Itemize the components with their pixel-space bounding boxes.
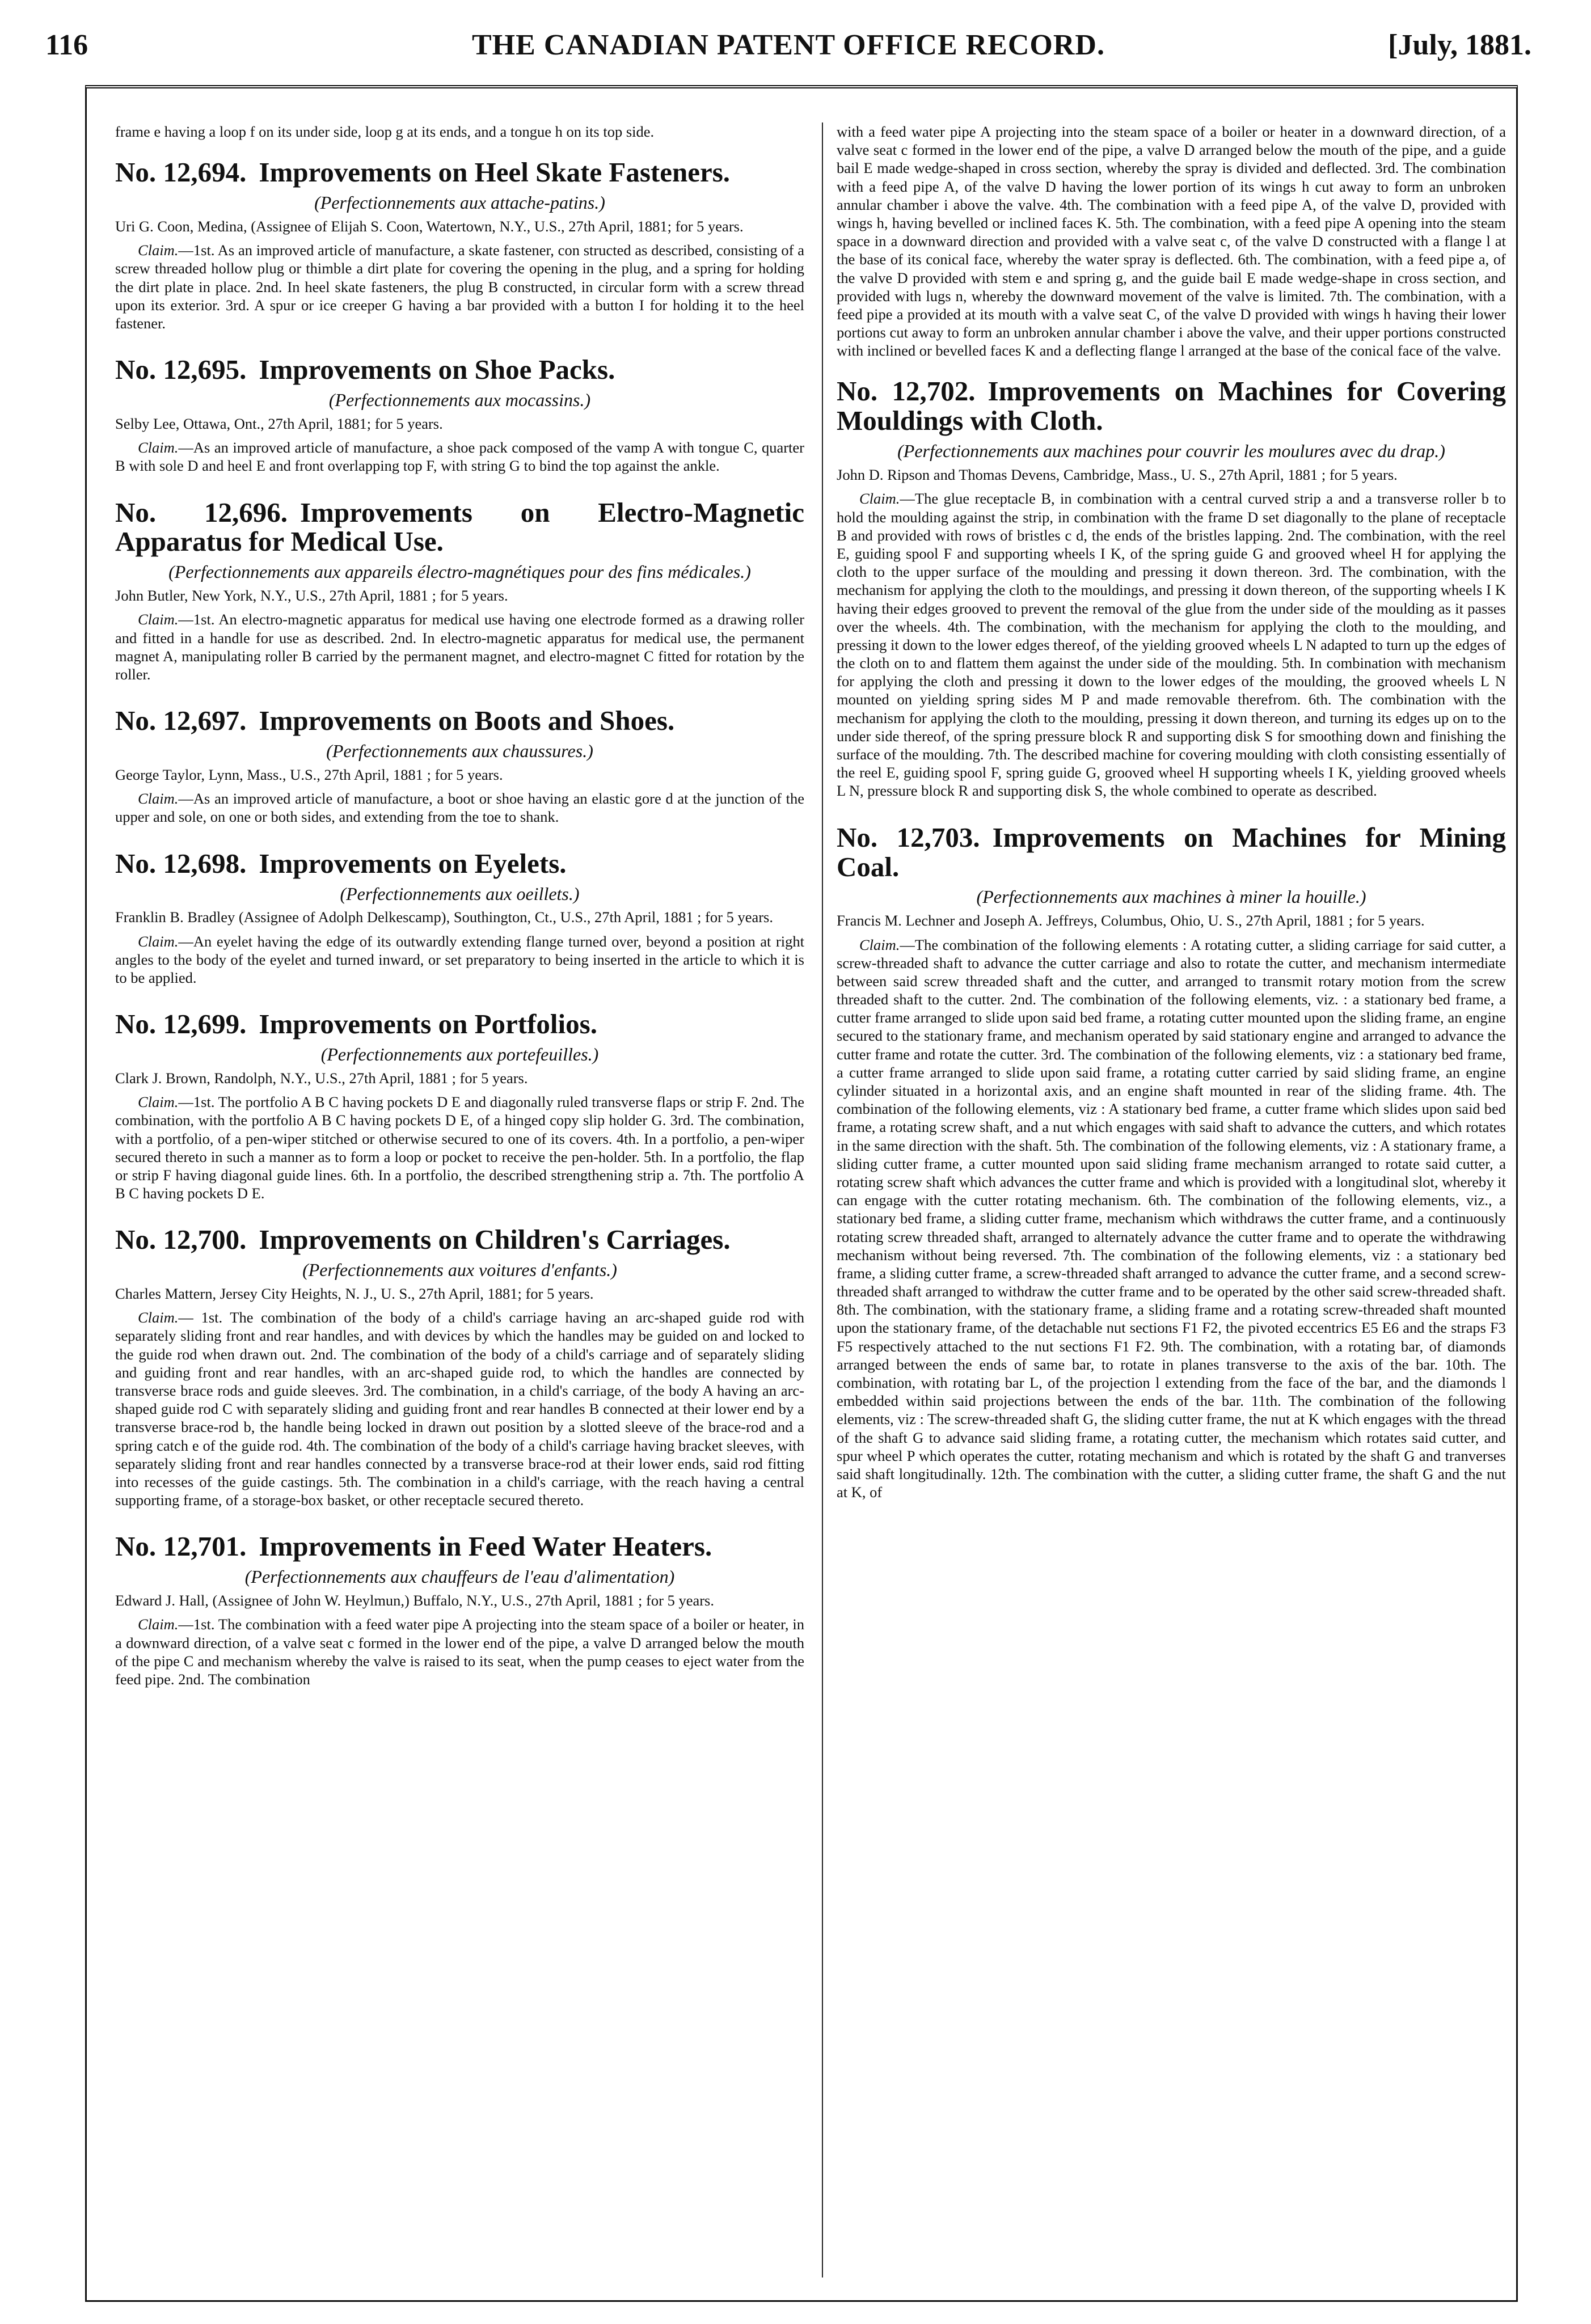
french-title: (Perfectionnements aux portefeuilles.) [320, 1044, 599, 1065]
patent-title: Improvements on Electro-Magnetic Apparatus for Medical Use. [115, 496, 804, 557]
patent-title: Improvements on Portfolios. [259, 1008, 597, 1040]
left-column [115, 122, 804, 2277]
inventor-line: Edward J. Hall, (Assignee of John W. Heylmun,) Buffalo, N.Y., U.S., 27th April, 1881 ; for 5 years. [115, 1592, 714, 1609]
inventor-line: John Butler, New York, N.Y., U.S., 27th April, 1881 ; for 5 years. [115, 587, 508, 605]
patent-entry [837, 377, 1506, 800]
inventor-line: Selby Lee, Ottawa, Ont., 27th April, 1881; for 5 years. [115, 415, 443, 432]
patent-number: No. 12,697. [115, 705, 247, 737]
french-title: (Perfectionnements aux oeillets.) [340, 883, 580, 904]
patent-entry [115, 1009, 804, 1202]
patent-title: Improvements on Children's Carriages. [259, 1224, 731, 1256]
claim-body: — 1st. The combination of the body of a child's carriage having an arc-shaped guide rod with separately sliding front and rear handles, and with devices by which the handles may be guided on and locked to the guide rod when drawn out. 2nd. The combination of the body of a child's carriage and of separately sliding and guiding front and rear handles, with an arc-shaped guide rod, to which the handles are connected by transverse brace rods and guide sleeves. 3rd. The combination, in a child's carriage, of the body A having an arc-shaped guide rod C with separately sliding and guiding front and rear handles B connected at their lower end by a transverse brace-rod b, the handle being locked in drawn out position by a slotted sleeve of the brace-rod and a spring catch e of the guide rod. 4th. The combination of the body of a child's carriage having bracket sleeves, with separately sliding front and rear handles connected by a transverse brace-rod at their lower ends, said rod fitting into recesses of the guide castings. 5th. The combination in a child's carriage, with the reach having a central supporting frame, of a storage-box basket, or other receptacle secured thereto. [115, 1309, 804, 1509]
patent-number: No. 12,700. [115, 1224, 247, 1256]
french-title: (Perfectionnements aux chauffeurs de l'eau d'alimentation) [244, 1566, 675, 1587]
french-title: (Perfectionnements aux machines à miner la houille.) [976, 886, 1366, 907]
patent-number: No. 12,699. [115, 1008, 247, 1040]
patent-number: No. 12,695. [115, 354, 247, 386]
claim-label: Claim. [859, 490, 900, 508]
claim-label: Claim. [138, 439, 179, 457]
claim-text [837, 489, 1506, 800]
patent-number: No. 12,703. [837, 821, 980, 853]
inventor-line: Clark J. Brown, Randolph, N.Y., U.S., 27th April, 1881 ; for 5 years. [115, 1069, 528, 1087]
patent-heading [115, 1009, 804, 1039]
claim-text [115, 1308, 804, 1509]
claim-body: —An eyelet having the edge of its outwardly extending flange turned over, beyond a position at right angles to the body of the eyelet and turned inward, or set preparatory to being inserted in the article to which it is to be applied. [115, 932, 804, 986]
inventor-line: Uri G. Coon, Medina, (Assignee of Elijah S. Coon, Watertown, N.Y., U.S., 27th April, 1881; for 5 years. [115, 218, 744, 235]
patent-title: Improvements in Feed Water Heaters. [259, 1531, 712, 1562]
patent-number: No. 12,698. [115, 847, 247, 879]
patent-number: No. 12,702. [837, 375, 976, 407]
patent-entry [115, 355, 804, 475]
patent-number: No. 12,696. [115, 496, 288, 528]
patent-heading [115, 498, 804, 557]
claim-body: —The combination of the following elements : A rotating cutter, a sliding carriage for said cutter, a screw-threaded shaft to advance the cutter carriage and also to rotate the cutter, and mechanism intermediate between said screw threaded shaft and the cutter, and arranged to transmit rotary motion from the screw threaded shaft to the cutter. 2nd. The combination of the following elements, viz. : a stationary bed frame, a cutter frame arranged to slide upon said bed frame, a rotating cutter mounted upon the sliding frame, an engine secured to the stationary frame, and mechanism operated by said stationary engine and arranged to advance the cutter frame and rotate the cutter. 3rd. The combination of the following elements, viz : a stationary bed frame, a cutter frame arranged to slide upon said frame, a rotating cutter carried by said sliding frame, an engine cylinder situated in a horizontal axis, and an engine shaft mounted in rear of the sliding frame. 4th. The combination of the following elements, viz : A stationary bed frame, a cutter frame which slides upon said bed frame, a rotating screw shaft, and a nut which engages with said shaft to advance the cutters, and which rotates in the same direction with the shaft. 5th. The combination of the following elements, viz : A stationary frame, a sliding cutter frame, a cutter mounted upon said sliding frame mechanism arranged to rotate said cutter, a rotating screw shaft which advances the cutter frame and which is provided with a longitudinal slot, whereby it can engage with the cutter rotating mechanism. 6th. The combination of the following elements, viz., a stationary bed frame, a sliding cutter frame, mechanism which withdraws the cutter frame, and a continuously rotating screw threaded shaft, arranged to alternately advance the cutter frame and to operate the withdrawing mechanism without being reversed. 7th. The combination of the following elements, viz : a stationary bed frame, a sliding cutter frame, a screw-threaded shaft arranged to advance the cutter frame, and a second screw-threaded shaft arranged to withdraw the cutter frame and to be operated by the other said screw-threaded shaft. 8th. The combination, with the stationary frame, a sliding frame and a rotating screw-threaded shaft mounted upon the stationary frame, of the detachable nut sections F1 F2, the pivoted eccentrics E5 E6 and the straps F3 F5 respectively attached to the nut sections F1 F2. 9th. The combination, with a rotating bar, of diamonds arranged between the ends of same bar, to rotate in planes transverse to the axis of the bar. 10th. The combination, with rotating bar L, of the projection l extending from the face of the bar, and the diamonds l embedded within said projections between the ends of the bar. 11th. The combination of the following elements, viz : The screw-threaded shaft G, the sliding cutter frame, the nut at K which engages with the thread of the shaft G to advance said sliding frame, a rotating cutter, the mechanism which rotates said cutter, and spur wheel P which operates the cutter, rotating mechanism and which is rotated by the shaft G and tranverses said shaft longitudinally. 12th. The combination with the cutter, a sliding cutter frame, the shaft G and the nut at K, of [837, 936, 1506, 1501]
claim-text [115, 789, 804, 826]
patent-title: Improvements on Machines for Covering Mouldings with Cloth. [837, 375, 1506, 437]
right-entries [837, 377, 1506, 1501]
claim-body: —1st. The combination with a feed water pipe A projecting into the steam space of a boiler or heater, in a downward direction, of a valve seat c formed in the lower end of the pipe, a valve D arranged below the mouth of the pipe C and mechanism whereby the valve is raised to its seat, when the pump ceases to eject water from the feed pipe. 2nd. The combination [115, 1616, 804, 1688]
patent-heading [115, 158, 804, 187]
claim-label: Claim. [138, 611, 179, 628]
patent-title: Improvements on Boots and Shoes. [259, 705, 675, 737]
continued-text: with a feed water pipe A projecting into the steam space of a boiler or heater in a downward direction, of a valve seat c formed in the lower end of the pipe, a valve D arranged below the mouth of the pipe, and a guide bail E made wedge-shaped in cross section, whereby the spray is divided and deflected. 3rd. The combination with a feed pipe A, of the valve D having the lower portion of its wings h cut away to form an unbroken annular chamber i above the valve. 4th. The combination with a feed pipe A, of the valve D, provided with wings h, having bevelled or inclined faces K. 5th. The combination, with a feed pipe A opening into the steam space in a downward direction and provided with a valve seat c, of the valve D constructed with a flange l at the base of its conical face, whereby the water spray is deflected. 6th. The combination, with a feed pipe a, of the valve D provided with stem e and spring g, and the guide bail E made wedge-shape in cross section, and provided with lugs n, whereby the downward movement of the valve is limited. 7th. The combination, with a feed pipe a provided at its mouth with a valve seat C, of the valve D provided with wings h having their lower portions cut away to form an unbroken annular chamber i above the valve, and their upper portions constructed with inclined or bevelled faces K and a deflecting flange l arranged at the base of the conical face of the valve. [837, 123, 1506, 360]
inventor-line: George Taylor, Lynn, Mass., U.S., 27th April, 1881 ; for 5 years. [115, 766, 503, 783]
french-title: (Perfectionnements aux appareils électro-magnétiques pour des fins médicales.) [168, 561, 751, 582]
claim-text [115, 932, 804, 987]
right-column [837, 122, 1506, 2277]
patent-heading [115, 1532, 804, 1561]
french-title: (Perfectionnements aux machines pour couvrir les moulures avec du drap.) [897, 441, 1445, 462]
patent-heading [837, 377, 1506, 436]
claim-body: —As an improved article of manufacture, a boot or shoe having an elastic gore d at the junction of the upper and sole, on one or both sides, and extending from the toe to shank. [115, 790, 804, 826]
claim-label: Claim. [138, 790, 179, 808]
claim-body: —1st. The portfolio A B C having pockets D E and diagonally ruled transverse flaps or strip F. 2nd. The combination, with the portfolio A B C having pockets D E, of a hinged copy slip holder G. 3rd. The combination, with a portfolio, of a pen-wiper stitched or otherwise secured to one of its covers. 4th. In a portfolio, a pen-wiper secured thereto in such a manner as to form a loop or pocket to receive the pen-holder. 5th. In a portfolio, the flap or strip F having diagonal guide lines. 6th. In a portfolio, the described strengthening strip a. 7th. The portfolio A B C having pockets D E. [115, 1093, 804, 1202]
running-header [45, 23, 1531, 68]
french-title: (Perfectionnements aux mocassins.) [328, 390, 591, 411]
claim-text [115, 241, 804, 332]
patent-entry [115, 498, 804, 684]
left-entries [115, 158, 804, 1688]
patent-entry [115, 849, 804, 987]
patent-title: Improvements on Eyelets. [259, 847, 567, 879]
patent-number: No. 12,701. [115, 1531, 247, 1562]
claim-label: Claim. [138, 1309, 179, 1326]
claim-text [115, 438, 804, 475]
claim-label: Claim. [859, 936, 900, 953]
patent-entry [115, 706, 804, 826]
issue-date: [July, 1881. [1388, 29, 1531, 61]
patent-title: Improvements on Machines for Mining Coal. [837, 821, 1506, 882]
patent-heading [115, 355, 804, 384]
patent-entry [115, 1532, 804, 1688]
patent-heading [115, 1225, 804, 1254]
claim-text [837, 936, 1506, 1502]
patent-entry [837, 823, 1506, 1502]
claim-text [115, 1615, 804, 1688]
patent-entry [115, 1225, 804, 1509]
patent-entry [115, 158, 804, 332]
french-title: (Perfectionnements aux chaussures.) [326, 741, 593, 762]
patent-title: Improvements on Heel Skate Fasteners. [259, 157, 731, 188]
claim-label: Claim. [138, 1616, 179, 1633]
patent-heading [115, 849, 804, 878]
patent-heading [115, 706, 804, 736]
claim-body: —1st. An electro-magnetic apparatus for medical use having one electrode formed as a drawing roller and fitted in a handle for use as described. 2nd. In electro-magnetic apparatus for medical use, the permanent magnet A, manipulating roller B carried by the permanent magnet, and electro-magnet C fitted for rotation by the roller. [115, 611, 804, 683]
patent-title: Improvements on Shoe Packs. [259, 354, 615, 386]
claim-body: —The glue receptacle B, in combination with a central curved strip a and a transverse roller b to hold the moulding against the strip, in combination with the frame D set diagonally to the plane of receptacle B and provided with rows of bristles c d, the ends of the bristles lapping. 2nd. The combination, with the reel E, guiding spool F and supporting wheels I K, of the spring guide G and grooved wheel H for applying the cloth to the upper surface of the moulding and pressing it down thereon. 3rd. The combination, with the mechanism for applying the cloth to the mouldings, and pressing it down thereon, of the supporting wheels I K having their edges grooved to prevent the removal of the glue from the under side of the moulding as it passes over the wheels. 4th. The combination, with the mechanism for applying the cloth to the moulding, and pressing it down to the lower edges thereof, of the yielding grooved wheels L N adapted to turn up the edges of the cloth on to and flattem them against the under side of the moulding. 5th. In combination with mechanism for applying the cloth and pressing it down to the lower edges of the moulding, the grooved wheels L N mounted on yielding spring sides M P and made removable therefrom. 6th. The combination with the mechanism for applying the cloth to the moulding, pressing it down thereon, and turning its edges up on to the under side thereof, of the spring pressure block R and supporting disk S for smoothing down and finishing the surface of the moulding. 7th. The described machine for covering moulding with cloth consisting essentially of the reel E, guiding spool F, spring guide G, grooved wheel H supporting wheels I K, yielding grooved wheels L N, pressure block R and supporting disk S, the whole combined to operate as described. [837, 490, 1506, 800]
patent-number: No. 12,694. [115, 157, 247, 188]
inventor-line: Francis M. Lechner and Joseph A. Jeffreys, Columbus, Ohio, U. S., 27th April, 1881 ; for 5 years. [837, 912, 1425, 929]
french-title: (Perfectionnements aux voitures d'enfants.) [302, 1260, 617, 1281]
french-title: (Perfectionnements aux attache-patins.) [314, 192, 605, 213]
continued-text: frame e having a loop f on its under side, loop g at its ends, and a tongue h on its top side. [115, 123, 655, 140]
claim-body: —1st. As an improved article of manufacture, a skate fastener, con structed as described, consisting of a screw threaded hollow plug or thimble a dirt plate for covering the opening in the plug, and a spring for holding the dirt plate in place. 2nd. In heel skate fasteners, the plug B constructed, in circular form with a screw thread upon its exterior. 3rd. A spur or ice creeper G having a bar provided with a button I for holding it to the heel fastener. [115, 242, 804, 332]
inventor-line: Franklin B. Bradley (Assignee of Adolph Delkescamp), Southington, Ct., U.S., 27th April, 1881 ; for 5 years. [115, 909, 773, 926]
claim-label: Claim. [138, 932, 179, 950]
claim-label: Claim. [138, 1093, 179, 1111]
claim-label: Claim. [138, 242, 179, 259]
claim-text [115, 610, 804, 683]
claim-text [115, 1093, 804, 1202]
page-number: 116 [45, 29, 88, 61]
claim-body: —As an improved article of manufacture, a shoe pack composed of the vamp A with tongue C, quarter B with sole D and heel E and front overlapping top F, with string G to bind the top against the ankle. [115, 439, 804, 475]
inventor-line: Charles Mattern, Jersey City Heights, N. J., U. S., 27th April, 1881; for 5 years. [115, 1285, 594, 1303]
patent-heading [837, 823, 1506, 882]
page-frame [85, 85, 1518, 2302]
publication-title: THE CANADIAN PATENT OFFICE RECORD. [472, 29, 1105, 61]
inventor-line: John D. Ripson and Thomas Devens, Cambridge, Mass., U. S., 27th April, 1881 ; for 5 years. [837, 466, 1398, 484]
column-divider [822, 122, 823, 2277]
